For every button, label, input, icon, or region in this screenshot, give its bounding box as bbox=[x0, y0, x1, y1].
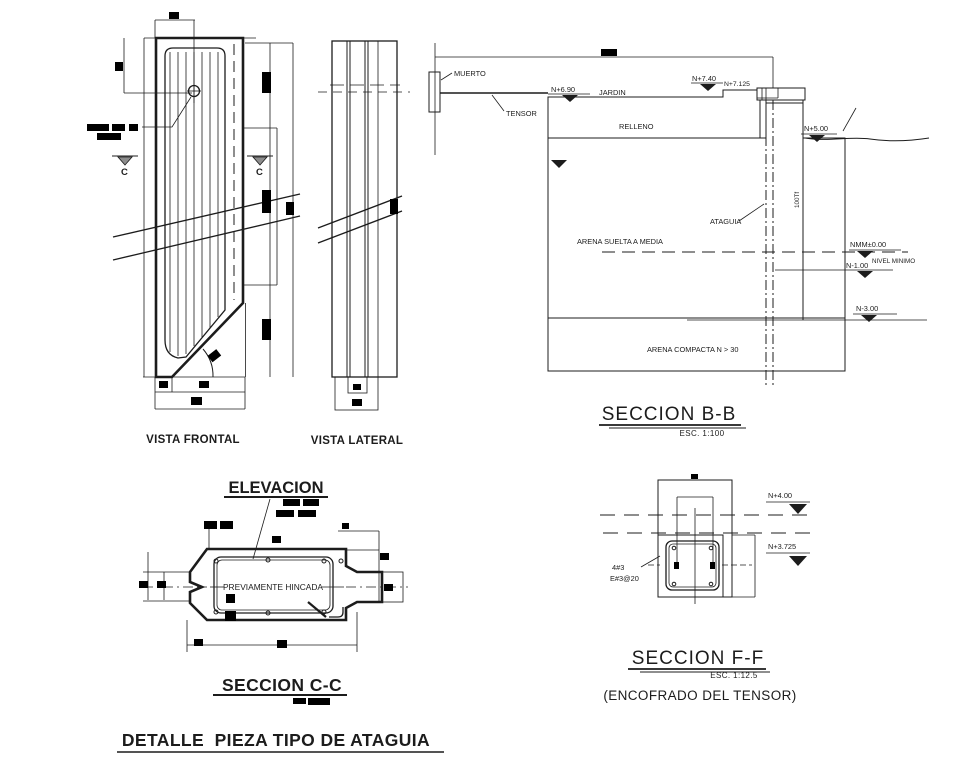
redacted-dim bbox=[352, 399, 362, 406]
section-marker-letter: C bbox=[121, 167, 128, 178]
redacted-dim bbox=[390, 199, 398, 214]
seccion-cc-title: SECCION C-C bbox=[221, 675, 343, 695]
lateral-web-lines bbox=[347, 41, 378, 377]
vista-frontal-view bbox=[87, 12, 300, 446]
redacted-dim bbox=[286, 202, 294, 215]
level-n740: N+7.40 bbox=[692, 74, 717, 83]
rod-anchor bbox=[674, 562, 679, 569]
muerto-label: MUERTO bbox=[454, 69, 486, 78]
seccion-bb-title-block bbox=[599, 404, 746, 438]
redacted-dim bbox=[262, 72, 271, 93]
redacted-mark bbox=[226, 594, 235, 603]
bb-annotations bbox=[454, 69, 915, 354]
seccion-ff-subtitle: (ENCOFRADO DEL TENSOR) bbox=[603, 688, 797, 703]
level-n100: N-1.00 bbox=[846, 261, 869, 270]
ff-dimensions bbox=[723, 535, 755, 597]
redacted-dim bbox=[220, 521, 233, 529]
seccion-ff-view bbox=[600, 474, 812, 703]
redacted-dim bbox=[169, 12, 179, 19]
previamente-hincada-label: PREVIAMENTE HINCADA bbox=[222, 582, 324, 592]
redacted-dim bbox=[272, 536, 281, 543]
frontal-lift-hole bbox=[142, 20, 201, 127]
vista-lateral-caption: VISTA LATERAL bbox=[310, 435, 404, 447]
cc-centerline bbox=[143, 582, 408, 592]
seccion-cc-view bbox=[139, 479, 408, 705]
cc-redactions bbox=[139, 499, 393, 648]
redacted-dim bbox=[342, 523, 349, 529]
redacted-dim bbox=[380, 553, 389, 560]
level-nmm: NMM±0.00 bbox=[850, 240, 887, 249]
redacted-dim bbox=[277, 640, 287, 648]
vista-lateral-view bbox=[311, 41, 410, 447]
seccion-bb-scale: ESC. 1:100 bbox=[679, 429, 725, 438]
water-level-marker bbox=[551, 160, 567, 168]
level-n400: N+4.00 bbox=[768, 491, 793, 500]
arena-compacta-label: ARENA COMPACTA N > 30 bbox=[647, 345, 739, 354]
relleno-label: RELLENO bbox=[619, 122, 654, 131]
lateral-redactions bbox=[352, 199, 398, 406]
level-n3725: N+3.725 bbox=[768, 542, 797, 551]
elevacion-title: ELEVACION bbox=[228, 479, 324, 497]
redacted-label bbox=[97, 133, 121, 140]
ff-annotations bbox=[610, 491, 810, 583]
seccion-ff-title-block bbox=[603, 648, 796, 703]
redacted-scale bbox=[293, 698, 306, 704]
section-marker-c-right bbox=[247, 156, 273, 178]
lateral-tensor-band bbox=[318, 196, 402, 243]
ff-concrete bbox=[648, 535, 752, 597]
level-n7125: N+7.125 bbox=[724, 81, 750, 88]
level-n500: N+5.00 bbox=[804, 124, 829, 133]
redacted-label bbox=[87, 124, 109, 131]
redacted-mark bbox=[225, 611, 236, 621]
nivel-minimo-label: NIVEL MINIMO bbox=[872, 258, 916, 265]
top-mark bbox=[691, 474, 698, 479]
redacted-dim bbox=[262, 190, 271, 213]
detalle-title: DETALLE PIEZA TIPO DE ATAGUIA bbox=[121, 730, 431, 750]
frontal-tensor-band bbox=[113, 194, 300, 260]
redacted-dim bbox=[353, 384, 361, 390]
sheet-title-block bbox=[117, 730, 444, 752]
tensor-dim-label: 100Tf bbox=[794, 191, 801, 208]
tensor-label: TENSOR bbox=[506, 109, 537, 118]
bb-soil bbox=[548, 90, 929, 371]
level-n690: N+6.90 bbox=[551, 85, 576, 94]
redacted-dim bbox=[115, 62, 123, 71]
redacted-label bbox=[129, 124, 138, 131]
redacted-note bbox=[283, 499, 300, 506]
vista-frontal-caption: VISTA FRONTAL bbox=[146, 434, 240, 446]
frontal-redactions bbox=[87, 12, 294, 405]
arena-suelta-label: ARENA SUELTA A MEDIA bbox=[577, 237, 663, 246]
rod-anchor bbox=[710, 562, 715, 569]
bb-level-markers bbox=[548, 74, 901, 322]
redacted-dim bbox=[194, 639, 203, 646]
redacted-dim bbox=[204, 521, 217, 529]
section-marker-letter: C bbox=[256, 167, 263, 178]
stirrup-label: E#3@20 bbox=[610, 574, 639, 583]
redacted-dim bbox=[157, 581, 166, 588]
seccion-ff-scale: ESC. 1:12.5 bbox=[710, 671, 758, 680]
section-marker-c-left bbox=[112, 156, 138, 178]
redacted-dim bbox=[262, 319, 271, 340]
redacted-dim bbox=[601, 49, 617, 56]
redacted-dim bbox=[139, 581, 148, 588]
redacted-dim bbox=[384, 584, 393, 591]
level-n300: N-3.00 bbox=[856, 304, 879, 313]
seccion-bb-title: SECCION B-B bbox=[601, 404, 737, 425]
seccion-ff-title: SECCION F-F bbox=[631, 648, 765, 669]
redacted-label bbox=[112, 124, 125, 131]
redacted-scale bbox=[308, 698, 330, 705]
redacted-dim bbox=[199, 381, 209, 388]
ataguia-label: ATAGUIA bbox=[710, 217, 742, 226]
rebar-label: 4#3 bbox=[612, 563, 625, 572]
redacted-note bbox=[303, 499, 319, 506]
redacted-dim bbox=[159, 381, 168, 388]
jardin-label: JARDIN bbox=[599, 88, 626, 97]
seccion-bb-view bbox=[429, 43, 929, 438]
redacted-dim bbox=[191, 397, 202, 405]
redacted-note bbox=[298, 510, 316, 517]
seccion-cc-title-block bbox=[213, 675, 347, 705]
redacted-note bbox=[276, 510, 294, 517]
